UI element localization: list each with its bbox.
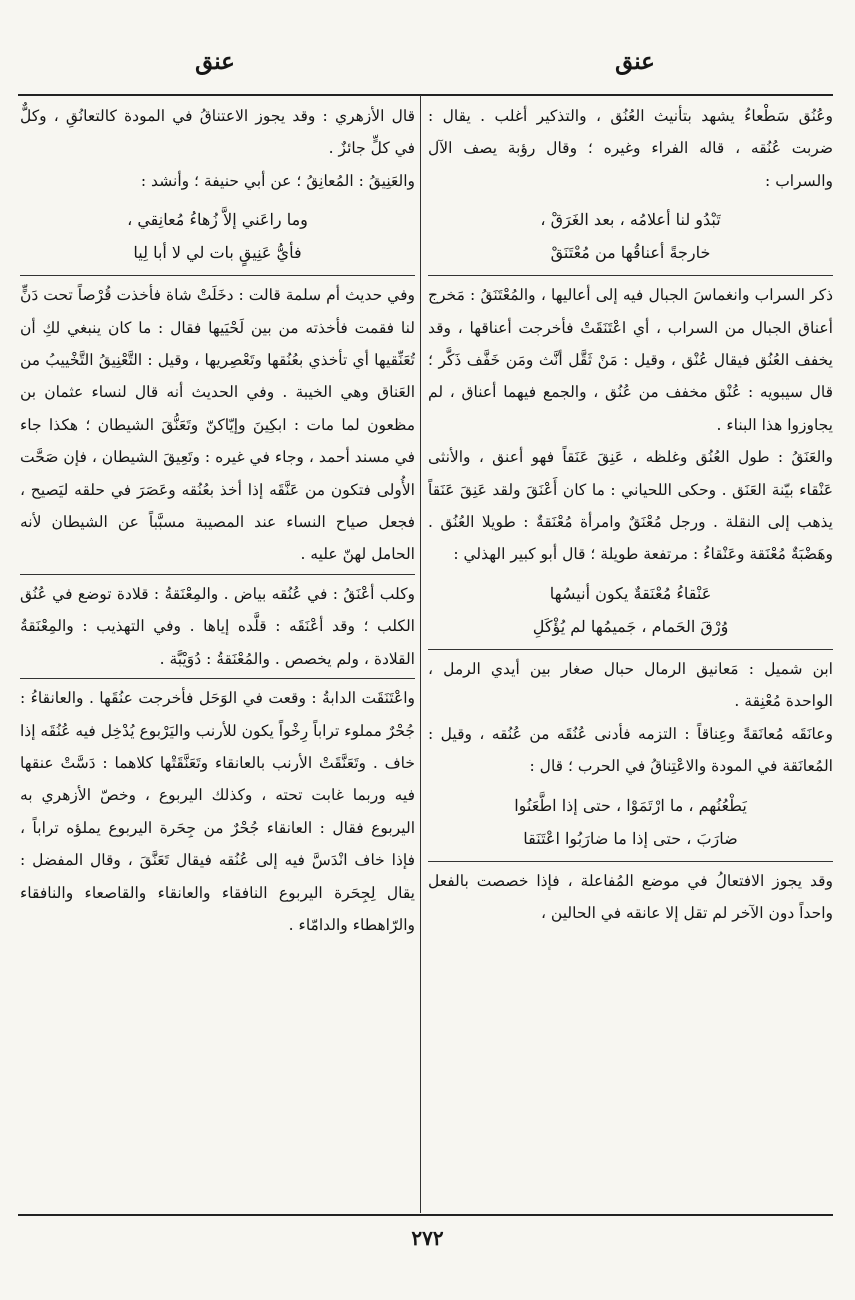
section-separator (20, 574, 415, 575)
right-column (428, 100, 833, 1208)
paragraph: ذكر السراب وانغماسَ الجبال فيه إلى أعاليها ، والمُعْتَنَقُ : مَخرج أعناق الجبال من السراب ، أي اعْتَنَقَتْ فأخرجت أعناقها ، وقد يخفف العُنُق فيقال عُنْق ، وقيل : مَنْ ثَقَّل أنَّث ومَن خَفَّف ذَكَّر ؛ قال سيبويه : عُنْق مخفف من عُنُق ، والجمع فيهما أعناق ، لم يجاوزوا هذا البناء . (428, 286, 833, 434)
section-separator (428, 861, 833, 862)
verse-line: فأيُّ عَنِيقٍ بات لي لا أبا لِيا (133, 243, 302, 263)
headword-right: عنق (615, 48, 655, 75)
paragraph: وعُنُق سَطْعاءُ يشهد بتأنيث العُنُق ، والتذكير أغلب . يقال : ضربت عُنُقه ، قاله الفراء وغيره ؛ وقال رؤبة يصف الآل والسراب : (428, 107, 833, 190)
section-separator (428, 275, 833, 276)
section-separator (20, 275, 415, 276)
verse-line: ضارَبَ ، حتى إذا ما ضارَبُوا اعْتَنَقا (523, 828, 738, 848)
verse (428, 577, 833, 643)
verse-line: خارجةً أعناقُها من مُعْتَنَقْ (550, 243, 711, 263)
top-rule (18, 94, 833, 96)
paragraph: ابن شميل : مَعانيق الرمال حبال صغار بين أيدي الرمل ، الواحدة مُعْنِقة . (428, 659, 833, 711)
verse-line: عَنْقاءُ مُعْنَقةٌ يكون أنيسُها (549, 583, 712, 603)
verse-line: وُرْقَ الحَمام ، جَميمُها لم يُؤْكَلِ (532, 616, 729, 636)
paragraph: والعَنَقُ : طول العُنُق وغلظه ، عَنِقَ عَنَقاً فهو أعنق ، والأنثى عَنْقاء بيّنة العَنَق . وحكى اللحياني : ما كان أَعْنَقَ ولقد عَنِقَ عَنَقاً يذهب إلى النقلة . ورجل مُعْنَقٌ وامرأة مُعْنَقةٌ : طويلا العُنُق . وهَضْبَةٌ مُعْنَقة وعَنْقاءُ : مرتفعة طويلة ؛ قال أبو كبير الهذلي : (428, 448, 833, 564)
verse-line: وما راعَني إلاَّ زُهاءُ مُعانِقي ، (127, 210, 308, 230)
verse (20, 203, 415, 269)
paragraph: وفي حديث أم سلمة قالت : دخَلَتْ شاة فأخذت قُرْصاً تحت دَنٍّ لنا فقمت فأخذته من بين لَحْيَيها فقال : ما كان ينبغي لكِ أن تُعَنِّقيها أي تأخذي بعُنُقها وتَعْصِريها ، وقيل : التَّعْنِيقُ التَّخْييبُ من العَناق وهي الخيبة . وفي الحديث أنه قال لنساء عثمان بن مظعون لما مات : ابكِينَ وإيّاكنّ وتَعَنُّقَ الشيطان ؛ هكذا جاء في مسند أحمد ، وجاء في غيره : وتَعِيقَ الشيطان ، فإن صَحَّت الأُولى فتكون من عَنَّقَه إذا أخذ بعُنُقه وعَصَرَ في حلقه ليَصيح ، فجعل صياح النساء عند المصيبة مسبَّباً عن الشيطان لأنه الحامل لهنّ عليه . (20, 286, 415, 564)
headword-left: عنق (195, 48, 235, 75)
verse-line: تَبْدُو لنا أعلامُه ، بعد الغَرَقْ ، (540, 210, 721, 230)
paragraph: واعْتَنَقَت الدابةُ : وقعت في الوَحَل فأخرجت عنُقَها . والعانقاءُ : جُحْرٌ مملوء تراباً رِخْواً يكون للأرنب واليَرْبوع يُدْخِل فيه عُنُقَه إذا خاف . وتَعَنَّقَتْ الأرنب بالعانقاء وتَعَنَّقَتْها كلاهما : دَسَّتْ عنقها فيه وربما غابت تحته ، وكذلك اليربوع ، وخصّ الأزهري به اليربوع فقال : العانقاء جُحْرٌ من جِحَرة اليربوع يملؤه تراباً ، فإذا خاف انْدَسَّ فيه إلى عُنُقه فيقال تَعَنَّقَ ، وقال المفضل : يقال لِجِحَرة اليربوع النافقاء والعانقاء والقاصعاء والنافقاء والرّاهطاء والدامّاء . (20, 689, 415, 934)
left-column (20, 100, 415, 1208)
verse (428, 203, 833, 269)
section-separator (20, 678, 415, 679)
paragraph: وكلب أعْنَقُ : في عُنُقه بياض . والمِعْنَقةُ : قلادة توضع في عُنُق الكلب ؛ وقد أعْنَقَه : قلَّده إياها . وفي التهذيب : والمِعْنَقةُ القلادة ، ولم يخصص . والمُعْنَقةُ : دُوَيْبَّة . (20, 584, 415, 668)
paragraph: قال الأزهري : وقد يجوز الاعتناقُ في المودة كالتعانُقِ ، وكلٌّ في كلٍّ جائزٌ . (20, 107, 415, 158)
verse (428, 789, 833, 855)
verse-line: يَطْعُنُهم ، ما ارْتَمَوْا ، حتى إذا اطَّعَنُوا (514, 795, 747, 815)
paragraph: والعَنِيقُ : المُعانِقُ ؛ عن أبي حنيفة ؛ وأنشد : (140, 171, 415, 190)
paragraph: وعانَقَه مُعانَقةً وعِناقاً : التزمه فأدنى عُنُقَه من عُنُقه ، وقيل : المُعانَقة في المودة والاعْتِناقُ في الحرب ؛ قال : (428, 724, 833, 776)
page-number: ٢٧٢ (411, 1226, 444, 1250)
paragraph: وقد يجوز الافتعالُ في موضع المُفاعلة ، فإذا خصصت بالفعل واحداً دون الآخر لم تقل إلا عانقه في الحالين ، (428, 871, 833, 922)
section-separator (428, 649, 833, 650)
column-divider (420, 95, 421, 1213)
bottom-rule (18, 1214, 833, 1216)
